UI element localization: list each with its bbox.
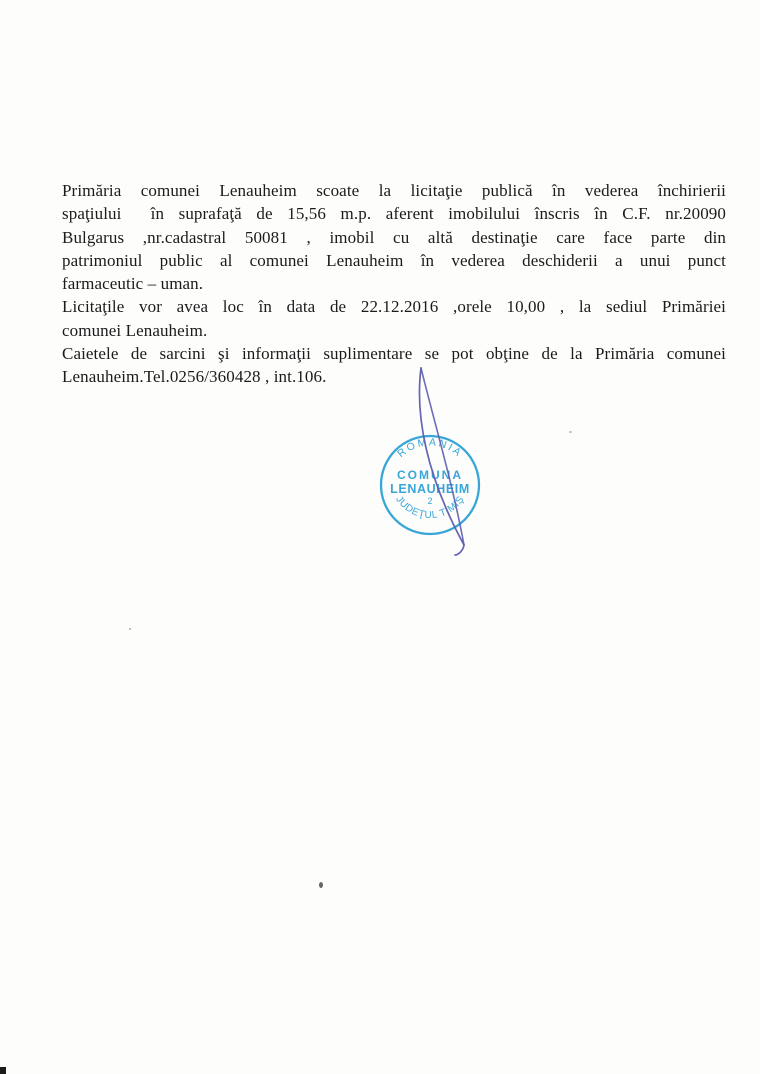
pen-signature xyxy=(385,355,485,565)
stamp-number: 2 xyxy=(427,496,433,506)
text-line-6: Licitaţile vor avea loc în data de 22.12.2016 ,orele 10,00 , la sediul Primăriei xyxy=(62,297,726,317)
text-line-3: Bulgarus ,nr.cadastral 50081 , imobil cu altă destinaţie care face parte din xyxy=(62,227,726,247)
text-line-7: comunei Lenauheim. xyxy=(62,320,208,340)
text-line-8: Caietele de sarcini şi informaţii suplimentare se pot obţine de la Primăria comunei xyxy=(62,344,726,364)
text-line-9: Lenauheim.Tel.0256/360428 , int.106. xyxy=(62,367,327,387)
stamp-org-line2: LENAUHEIM xyxy=(390,482,470,496)
signature-stroke-left xyxy=(419,368,464,555)
scan-dot xyxy=(569,431,572,433)
ink-speck xyxy=(319,882,323,888)
scan-corner-artifact xyxy=(0,1067,6,1074)
scan-dot xyxy=(129,628,131,630)
text-line-2: spaţiului în suprafaţă de 15,56 m.p. aferent imobilului înscris în C.F. nr.20090 xyxy=(62,204,726,224)
text-line-1: Primăria comunei Lenauheim scoate la licitaţie publică în vederea închirierii xyxy=(62,181,726,200)
stamp-org-line1: COMUNA xyxy=(397,468,463,482)
text-line-4: patrimoniul public al comunei Lenauheim în vederea deschiderii a unui punct xyxy=(62,250,726,270)
stamp-country-arc: ROMANIA xyxy=(395,436,465,460)
stamp-county-arc: JUDEŢUL TIMIŞ xyxy=(393,494,467,522)
text-line-5: farmaceutic – uman. xyxy=(62,274,204,294)
